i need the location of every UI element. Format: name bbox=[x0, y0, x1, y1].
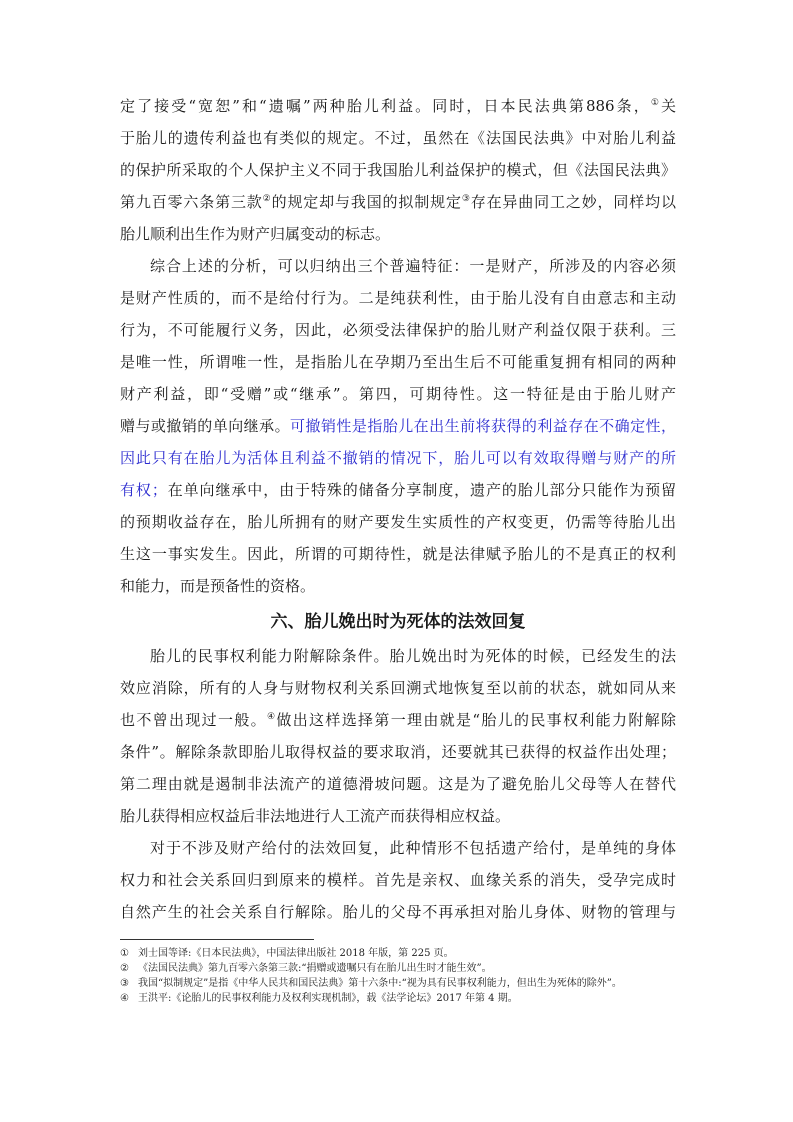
footnote-ref[interactable]: ④ bbox=[266, 712, 277, 722]
text-line: 定了接受“宽恕”和“遗嘱”两种胎儿利益。同时，日本民法典第886条，①关 bbox=[120, 97, 676, 115]
highlighted-text: 有权； bbox=[120, 481, 167, 499]
highlighted-text-line: 因此只有在胎儿为活体且利益不撤销的情况下，胎儿可以有效取得赠与财产的所 bbox=[120, 449, 676, 467]
text-line: 的保护所采取的个人保护主义不同于我国胎儿利益保护的模式，但《法国民法典》 bbox=[120, 161, 676, 179]
text-line: 自然产生的社会关系自行解除。胎儿的父母不再承担对胎儿身体、财物的管理与 bbox=[120, 903, 676, 921]
text-line: 胎儿顺利出生作为财产归属变动的标志。 bbox=[120, 225, 391, 243]
footnote-mark: ① bbox=[120, 948, 129, 959]
text-line: 权力和社会关系回归到原来的模样。首先是亲权、血缘关系的消失，受孕完成时 bbox=[120, 871, 676, 889]
footnote-ref[interactable]: ② bbox=[262, 194, 272, 204]
text-line: 是财产性质的，而不是给付行为。二是纯获利性，由于胎儿没有自由意志和主动 bbox=[120, 289, 676, 307]
footnote-item bbox=[120, 946, 676, 961]
footnote-mark: ② bbox=[120, 963, 129, 974]
text-line: 对于不涉及财产给付的法效回复，此种情形不包括遗产给付，是单纯的身体 bbox=[150, 839, 676, 857]
footnotes bbox=[120, 946, 676, 1006]
footnote-item bbox=[120, 991, 676, 1006]
text-line: 胎儿的民事权利能力附解除条件。胎儿娩出时为死体的时候，已经发生的法 bbox=[150, 647, 676, 665]
text-line: 条件”。解除条款即胎儿取得权益的要求取消，还要就其已获得的权益作出处理； bbox=[120, 743, 676, 761]
section-heading: 六、胎儿娩出时为死体的法效回复 bbox=[270, 612, 526, 632]
text-line: 的预期收益存在，胎儿所拥有的财产要发生实质性的产权变更，仍需等待胎儿出 bbox=[120, 513, 676, 531]
footnote-separator bbox=[120, 939, 314, 940]
text-line: 胎儿获得相应权益后非法地进行人工流产而获得相应权益。 bbox=[120, 807, 511, 825]
footnote-text: 王洪平:《论胎儿的民事权利能力及权利实现机制》，载《法学论坛》2017 年第 4 期。 bbox=[138, 993, 518, 1004]
text-line: 第二理由就是遏制非法流产的道德滑坡问题。这是为了避免胎儿父母等人在替代 bbox=[120, 775, 676, 793]
footnote-item bbox=[120, 976, 676, 991]
footnote-mark: ③ bbox=[120, 978, 129, 989]
footnote-ref[interactable]: ③ bbox=[461, 194, 471, 204]
text-line: 综合上述的分析，可以归纳出三个普遍特征：一是财产，所涉及的内容必须 bbox=[150, 257, 676, 275]
paragraph-1 bbox=[120, 90, 676, 250]
text-line: 财产利益，即“受赠”或“继承”。第四，可期待性。这一特征是由于胎儿财产 bbox=[120, 385, 676, 403]
text-line: 也不曾出现过一般。④做出这样选择第一理由就是“胎儿的民事权利能力附解除 bbox=[120, 711, 676, 729]
paragraph-3 bbox=[120, 640, 676, 832]
text-line: 生这一事实发生。因此，所谓的可期待性，就是法律赋予胎儿的不是真正的权利 bbox=[120, 545, 676, 563]
text-line: 行为，不可能履行义务，因此，必须受法律保护的胎儿财产利益仅限于获利。三 bbox=[120, 321, 676, 339]
paragraph-2 bbox=[120, 250, 676, 602]
footnote-item bbox=[120, 961, 676, 976]
footnote-mark: ④ bbox=[120, 993, 129, 1004]
footnote-text: 《法国民法典》第九百零六条第三款:“捐赠或遗嘱只有在胎儿出生时才能生效”。 bbox=[138, 963, 492, 974]
paragraph-4 bbox=[120, 832, 676, 928]
text-line: 有权；在单向继承中，由于特殊的储备分享制度，遗产的胎儿部分只能作为预留 bbox=[120, 481, 676, 499]
footnote-ref[interactable]: ① bbox=[650, 98, 661, 108]
text-line: 第九百零六条第三款②的规定却与我国的拟制规定③存在异曲同工之妙，同样均以 bbox=[120, 193, 676, 211]
text-line: 效应消除，所有的人身与财物权利关系回溯式地恢复至以前的状态，就如同从来 bbox=[120, 679, 676, 697]
document-body bbox=[120, 90, 676, 928]
text-line: 赠与或撤销的单向继承。可撤销性是指胎儿在出生前将获得的利益存在不确定性， bbox=[120, 417, 676, 435]
footnote-text: 我国“拟制规定”是指《中华人民共和国民法典》第十六条中:“视为具有民事权利能力，但出生为死体的除外”。 bbox=[138, 978, 622, 989]
footnote-text: 刘士国等译:《日本民法典》，中国法律出版社 2018 年版，第 225 页。 bbox=[138, 948, 454, 959]
text-line: 于胎儿的遗传利益也有类似的规定。不过，虽然在《法国民法典》中对胎儿利益 bbox=[120, 129, 676, 147]
text-line: 和能力，而是预备性的资格。 bbox=[120, 577, 316, 595]
highlighted-text: 可撤销性是指胎儿在出生前将获得的利益存在不确定性， bbox=[290, 417, 676, 435]
text-line: 是唯一性，所谓唯一性，是指胎儿在孕期乃至出生后不可能重复拥有相同的两种 bbox=[120, 353, 676, 371]
